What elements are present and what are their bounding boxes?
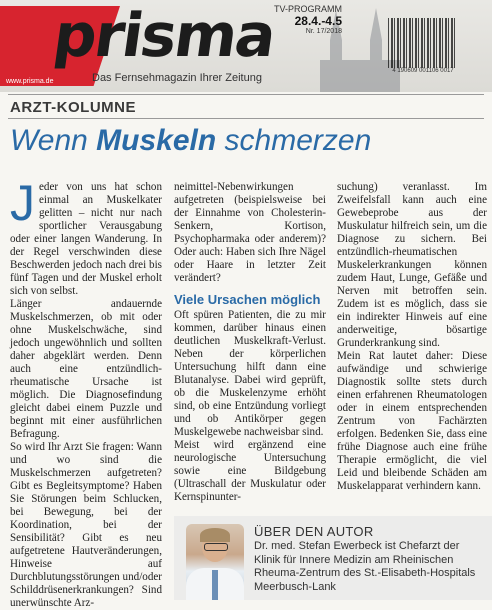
issue-number: Nr. 17/2018 xyxy=(305,28,342,35)
masthead xyxy=(0,0,492,92)
section-subhead: Viele Ursachen möglich xyxy=(174,292,321,307)
headline-pre: Wenn xyxy=(10,124,97,157)
masthead-tagline: Das Fernsehmagazin Ihrer Zeitung xyxy=(92,72,262,84)
paragraph: Oft spüren Patienten, die zu mir kommen, darüber hinaus einen deutlichen Muskelkraft-Verlust. Neben der körperlichen Untersuchung hilft dann eine Blutanalyse. Dabei wird geprüft, ob die Muskelenzyme erhöht sind, ob eine Entzündung vorliegt und ob Antikörper gegen Muskelgewebe nachweisbar sind. xyxy=(174,309,326,438)
article-column-2 xyxy=(174,181,326,504)
brand-logo: prisma xyxy=(49,1,279,71)
paragraph: neimittel-Nebenwirkungen aufgetreten (beispielsweise bei der Einnahme von Cholesterin-Senkern, Kortison, Psychopharmaka oder anderem)? Oder auch: Haben sich Ihre Nägel oder Haare in letzter Zeit verändert? xyxy=(174,181,326,284)
barcode-number: 4 190609 001106 0017 xyxy=(392,68,454,74)
paragraph: suchung) veranlasst. Im Zweifelsfall kann auch eine Gewebeprobe aus der Muskulatur hilfreich sein, um die Diagnose zu sichern. Bei entzündlich-rheumatischen Muskelerkrankungen können zudem Haut, Lunge, Gefäße und Nerven mit betroffen sein. Zudem ist es möglich, dass sie ein indirekter Hinweis auf eine anderweitige, bösartige Grunderkrankung sind. xyxy=(337,181,487,349)
tv-program-title: TV-PROGRAMM xyxy=(273,4,342,14)
paragraph: Mein Rat lautet daher: Diese aufwändige und schwierige Diagnostik sollte stets durch einen erfahrenen Rheumatologen oder in einem entsprechenden Zentrum von Fachärzten erfolgen. Bedenken Sie, dass eine frühe Diagnose auch eine frühe Therapie ermöglicht, die viel Leid und bleibende Schäden am Muskelapparat verhindern kann. xyxy=(337,350,487,492)
issue-dates: 28.4.-4.5 xyxy=(294,14,342,28)
paragraph: Länger andauernde Muskelschmerzen, ob mit oder ohne Muskelschwäche, sind jedoch ungewöhnlich und sollten daher abgeklärt werden. Denn auch eine entzündlich-rheumatische Ursache ist möglich. Die Diagnosefindung gleicht dabei einem Puzzle und beginnt mit einer ausführlichen Befragung. xyxy=(10,298,162,440)
drop-cap: J xyxy=(10,175,35,231)
paragraph: So wird Ihr Arzt Sie fragen: Wann und wo sind die Muskelschmerzen aufgetreten? Gibt es Begleitsymptome? Haben Sie Störungen beim Schlucken, bei Bewegung, bei der Koordination, bei der Sensibilität? Gibt es neu aufgetretene Hautveränderungen, Hinweise auf Durchblutungsstörungen und/oder Schilddrüsenerkrankungen? Sind unerwünschte Arz- xyxy=(10,441,162,609)
author-box xyxy=(174,516,492,600)
paragraph xyxy=(10,175,162,298)
paragraph: Meist wird ergänzend eine neurologische Untersuchung sowie eine Bildgebung (Ultraschall der Muskulatur oder Kernspinunter- xyxy=(174,439,326,503)
article-headline xyxy=(10,124,371,158)
author-title: ÜBER DEN AUTOR xyxy=(254,524,374,539)
kicker-divider xyxy=(8,118,484,119)
headline-post: schmerzen xyxy=(216,124,372,157)
author-bio: Dr. med. Stefan Ewerbeck ist Chefarzt der Klinik für Innere Medizin am Rheinischen Rheuma-Zentrum des St.-Elisabeth-Hospitals Meerbusch-Lank xyxy=(254,540,476,593)
barcode-icon xyxy=(388,18,456,68)
article-column-3 xyxy=(337,181,487,493)
column-kicker: ARZT-KOLUMNE xyxy=(10,99,136,116)
tv-program-label xyxy=(274,4,342,35)
headline-bold: Muskeln xyxy=(96,124,217,157)
author-photo xyxy=(186,524,244,600)
top-divider xyxy=(8,94,484,95)
masthead-url: www.prisma.de xyxy=(6,78,54,85)
article-column-1 xyxy=(10,175,162,610)
paragraph-text: eder von uns hat schon einmal an Muskelkater gelitten – nicht nur nach sportlicher Verausgabung oder einer langen Wanderung. In der Regel verschwinden diese Beschwerden jedoch nach drei bis fünf Tagen und der Muskel erholt sich von selbst. xyxy=(10,181,162,297)
